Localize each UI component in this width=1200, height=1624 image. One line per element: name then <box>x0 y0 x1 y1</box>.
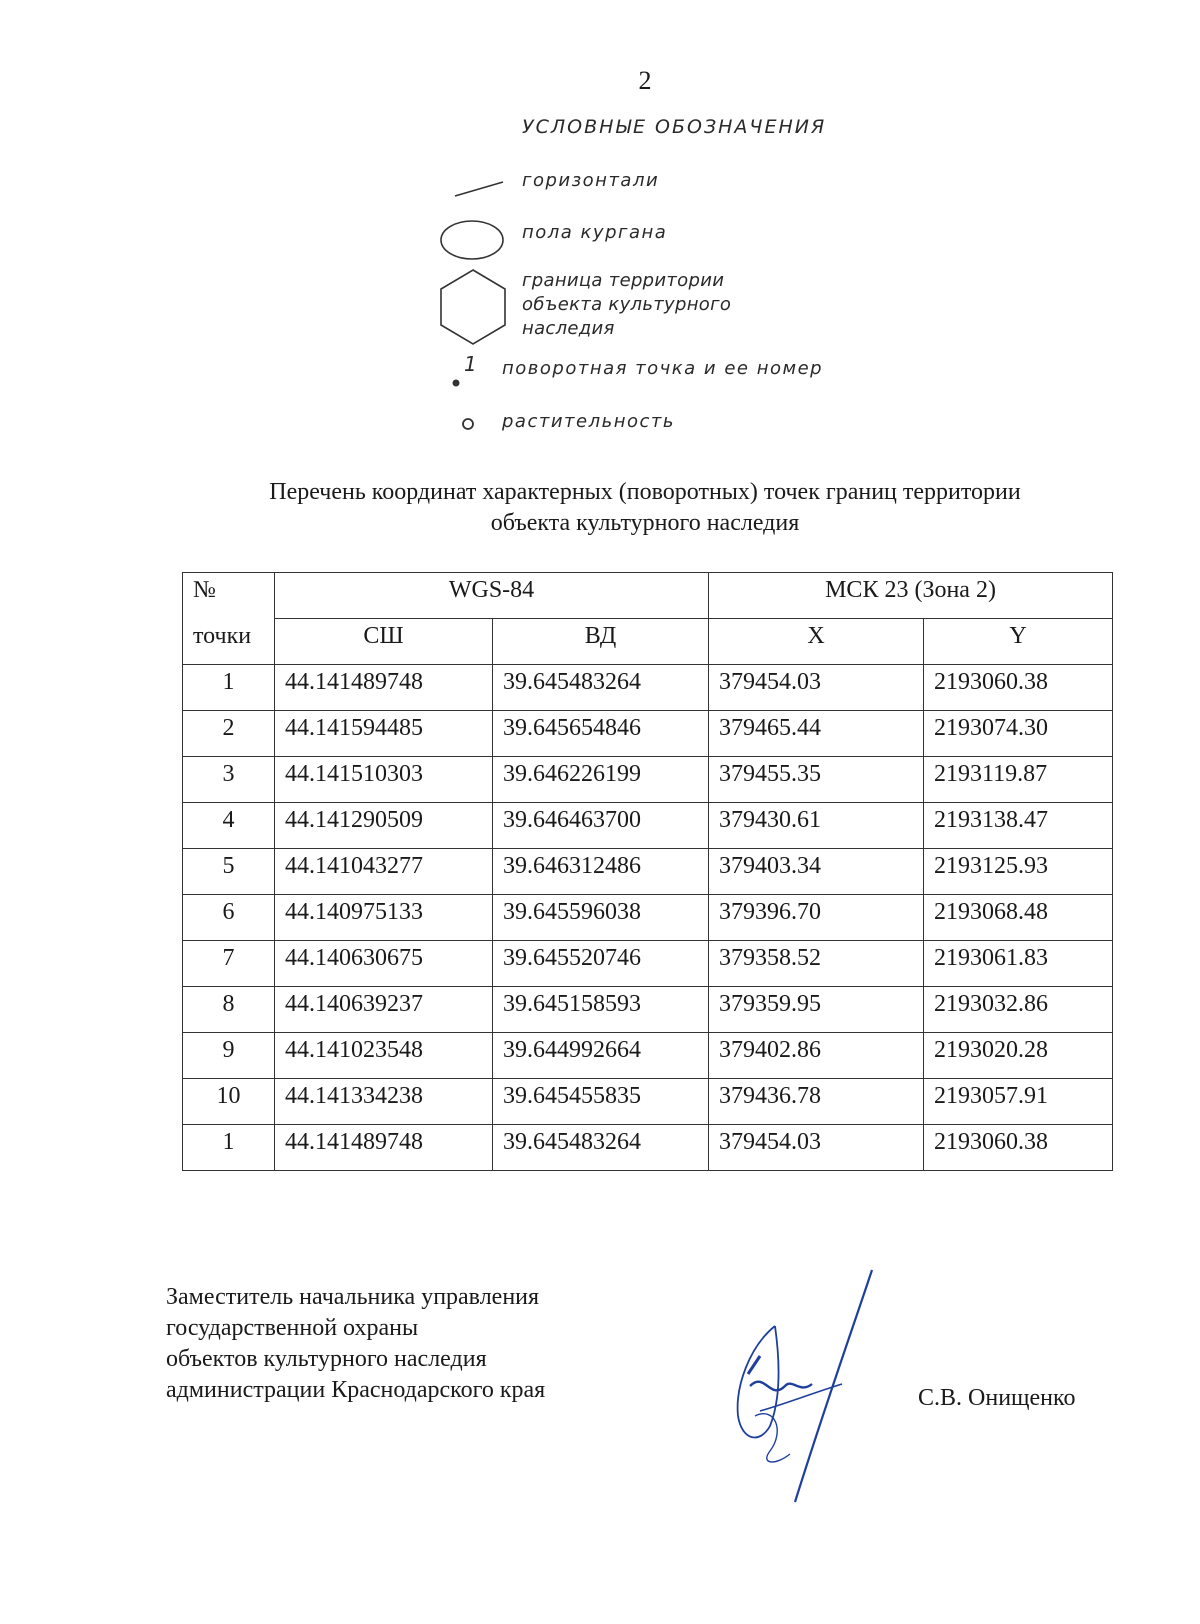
x-cell: 379455.35 <box>709 757 924 803</box>
page-number: 2 <box>638 66 652 95</box>
latitude-cell: 44.141023548 <box>275 1033 493 1079</box>
point-number-cell: 6 <box>183 895 275 941</box>
point-number-cell: 9 <box>183 1033 275 1079</box>
legend-label-turning-point: поворотная точка и ее номер <box>502 358 824 379</box>
hexagon-icon <box>433 268 513 348</box>
header-longitude: ВД <box>493 619 709 665</box>
x-cell: 379454.03 <box>709 665 924 711</box>
legend-label-contours: горизонтали <box>522 170 660 191</box>
y-cell: 2193060.38 <box>924 1125 1113 1171</box>
table-row <box>183 1033 1113 1079</box>
coordinates-list-title <box>0 477 1200 539</box>
legend-label-boundary <box>522 269 731 341</box>
y-cell: 2193138.47 <box>924 803 1113 849</box>
turning-point-icon <box>450 376 464 390</box>
legend-label-mound: пола кургана <box>522 222 668 243</box>
x-cell: 379403.34 <box>709 849 924 895</box>
legend-label-boundary-line: граница территории <box>522 270 725 291</box>
latitude-cell: 44.141489748 <box>275 665 493 711</box>
legend-label-vegetation: растительность <box>502 411 675 432</box>
signatory-position <box>166 1282 545 1406</box>
legend-title: УСЛОВНЫЕ ОБОЗНАЧЕНИЯ <box>522 116 827 138</box>
contour-line-icon <box>453 180 513 200</box>
table-row <box>183 1125 1113 1171</box>
x-cell: 379359.95 <box>709 987 924 1033</box>
header-point-number-sign: № <box>183 573 275 619</box>
table-row <box>183 941 1113 987</box>
header-msk23: МСК 23 (Зона 2) <box>709 573 1113 619</box>
vegetation-circle-icon <box>460 416 476 432</box>
latitude-cell: 44.141290509 <box>275 803 493 849</box>
longitude-cell: 39.645158593 <box>493 987 709 1033</box>
x-cell: 379465.44 <box>709 711 924 757</box>
point-number-cell: 7 <box>183 941 275 987</box>
y-cell: 2193032.86 <box>924 987 1113 1033</box>
signatory-position-line: объектов культурного наследия <box>166 1346 487 1372</box>
handwritten-signature <box>730 1266 880 1506</box>
longitude-cell: 39.645483264 <box>493 1125 709 1171</box>
coordinates-table <box>182 572 1113 1171</box>
header-wgs84: WGS-84 <box>275 573 709 619</box>
point-number-cell: 10 <box>183 1079 275 1125</box>
point-number-cell: 4 <box>183 803 275 849</box>
table-row <box>183 757 1113 803</box>
signatory-position-line: Заместитель начальника управления <box>166 1284 540 1310</box>
y-cell: 2193119.87 <box>924 757 1113 803</box>
latitude-cell: 44.141510303 <box>275 757 493 803</box>
x-cell: 379402.86 <box>709 1033 924 1079</box>
x-cell: 379454.03 <box>709 1125 924 1171</box>
latitude-cell: 44.141594485 <box>275 711 493 757</box>
y-cell: 2193020.28 <box>924 1033 1113 1079</box>
longitude-cell: 39.645483264 <box>493 665 709 711</box>
table-row <box>183 711 1113 757</box>
y-cell: 2193061.83 <box>924 941 1113 987</box>
longitude-cell: 39.645596038 <box>493 895 709 941</box>
point-number-cell: 8 <box>183 987 275 1033</box>
legend-label-boundary-line: объекта культурного <box>522 294 732 315</box>
latitude-cell: 44.141334238 <box>275 1079 493 1125</box>
latitude-cell: 44.141489748 <box>275 1125 493 1171</box>
point-number-cell: 1 <box>183 665 275 711</box>
y-cell: 2193057.91 <box>924 1079 1113 1125</box>
longitude-cell: 39.646312486 <box>493 849 709 895</box>
x-cell: 379396.70 <box>709 895 924 941</box>
x-cell: 379436.78 <box>709 1079 924 1125</box>
table-row <box>183 849 1113 895</box>
table-header-row <box>183 619 1113 665</box>
point-number-cell: 5 <box>183 849 275 895</box>
longitude-cell: 39.645654846 <box>493 711 709 757</box>
header-point-label: точки <box>183 619 275 665</box>
latitude-cell: 44.140630675 <box>275 941 493 987</box>
signatory-name: С.В. Онищенко <box>918 1385 1076 1411</box>
y-cell: 2193125.93 <box>924 849 1113 895</box>
y-cell: 2193060.38 <box>924 665 1113 711</box>
x-cell: 379430.61 <box>709 803 924 849</box>
point-number-cell: 2 <box>183 711 275 757</box>
latitude-cell: 44.140975133 <box>275 895 493 941</box>
table-row <box>183 987 1113 1033</box>
header-x: X <box>709 619 924 665</box>
longitude-cell: 39.644992664 <box>493 1033 709 1079</box>
signatory-position-line: государственной охраны <box>166 1315 419 1341</box>
legend-label-boundary-line: наследия <box>522 318 615 339</box>
y-cell: 2193074.30 <box>924 711 1113 757</box>
longitude-cell: 39.645520746 <box>493 941 709 987</box>
latitude-cell: 44.141043277 <box>275 849 493 895</box>
longitude-cell: 39.646226199 <box>493 757 709 803</box>
table-row <box>183 895 1113 941</box>
turning-point-number: 1 <box>464 352 477 376</box>
table-row <box>183 803 1113 849</box>
ellipse-icon <box>438 219 508 263</box>
point-number-cell: 3 <box>183 757 275 803</box>
latitude-cell: 44.140639237 <box>275 987 493 1033</box>
y-cell: 2193068.48 <box>924 895 1113 941</box>
longitude-cell: 39.645455835 <box>493 1079 709 1125</box>
longitude-cell: 39.646463700 <box>493 803 709 849</box>
point-number-cell: 1 <box>183 1125 275 1171</box>
header-y: Y <box>924 619 1113 665</box>
signatory-position-line: администрации Краснодарского края <box>166 1377 546 1403</box>
coordinates-list-title-line2: объекта культурного наследия <box>490 510 800 536</box>
x-cell: 379358.52 <box>709 941 924 987</box>
coordinates-list-title-line1: Перечень координат характерных (поворотных) точек границ территории <box>269 479 1021 505</box>
table-row <box>183 1079 1113 1125</box>
table-row <box>183 665 1113 711</box>
table-header-row <box>183 573 1113 619</box>
header-latitude: СШ <box>275 619 493 665</box>
